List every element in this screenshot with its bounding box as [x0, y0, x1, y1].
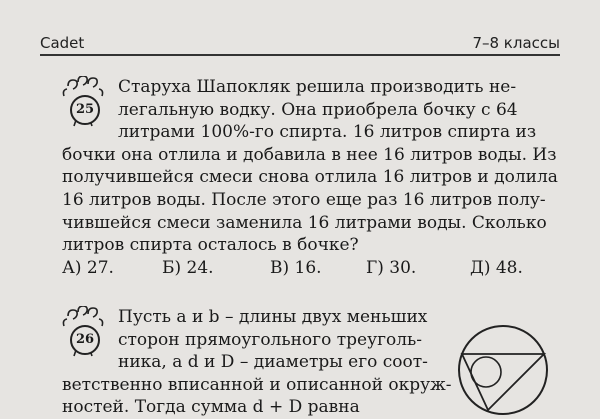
problem-25-line-3: литрами 100%-го спирта. 16 литров спирта из	[118, 122, 537, 143]
problem-26-line-3: ника, а d и D – диаметры его соот-	[118, 352, 428, 373]
problem-number: 25	[70, 95, 100, 125]
answer-e: Д) 48.	[470, 258, 523, 278]
problem-25-badge	[56, 70, 110, 136]
problem-25-line-5: получившейся смеси снова отлила 16 литров и долила	[62, 167, 558, 188]
page-header	[40, 30, 560, 54]
problem-25-line-1: Старуха Шапокляк решила производить не-	[118, 77, 517, 97]
header-rule	[40, 54, 560, 56]
header-brand: Cadet	[40, 34, 85, 52]
problem-25-line-7: чившейся смеси заменила 16 литрами воды. Сколько	[62, 212, 547, 233]
problem-25-line-2: легальную водку. Она приобрела бочку с 64	[118, 99, 518, 120]
problem-26-line-5: ностей. Тогда сумма d + D равна	[62, 397, 360, 418]
problem-26-line-2: сторон прямоугольного треуголь-	[118, 329, 423, 350]
answer-b: Б) 24.	[162, 258, 214, 278]
problem-25-line-8: литров спирта осталось в бочке?	[62, 235, 359, 256]
answer-c: В) 16.	[270, 258, 322, 278]
circle-inscribed-triangle-icon	[448, 318, 558, 418]
problem-25-line-4: бочки она отлила и добавила в нее 16 литров воды. Из	[62, 144, 557, 165]
problem-26-line-1: Пусть a и b – длины двух меньших	[118, 307, 428, 327]
problem-25-line-6: 16 литров воды. После этого еще раз 16 литров полу-	[62, 190, 546, 210]
problem-26-line-4: ветственно вписанной и описанной окруж-	[62, 374, 452, 395]
answer-options	[62, 258, 562, 282]
problem-26-badge	[56, 300, 110, 366]
answer-d: Г) 30.	[366, 258, 417, 278]
answer-a: А) 27.	[62, 258, 114, 278]
header-grade: 7–8 классы	[472, 34, 560, 52]
problem-number: 26	[70, 325, 100, 355]
